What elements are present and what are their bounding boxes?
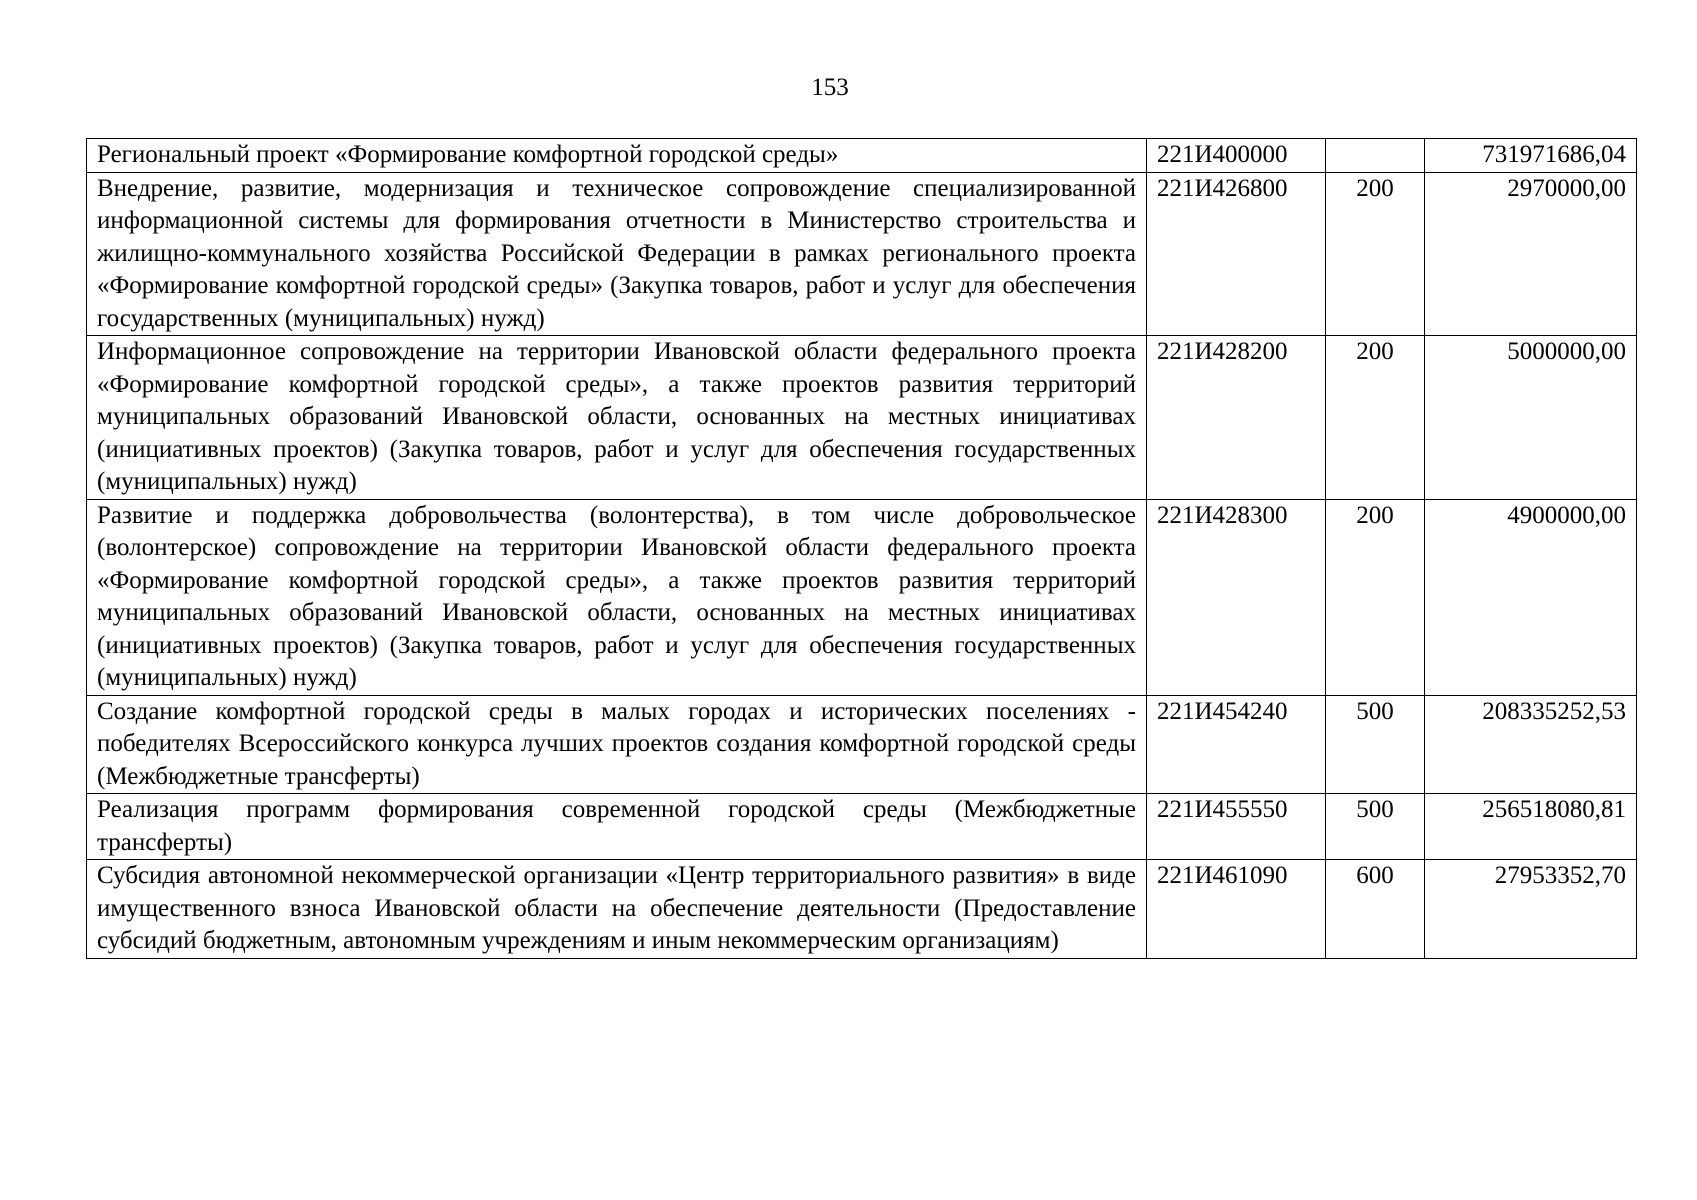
row-expense-type: 200 bbox=[1326, 336, 1425, 500]
table-row bbox=[87, 794, 1637, 860]
row-sum: 2970000,00 bbox=[1425, 172, 1637, 336]
row-sum: 4900000,00 bbox=[1425, 499, 1637, 695]
row-code: 221И426800 bbox=[1147, 172, 1326, 336]
row-code: 221И428200 bbox=[1147, 336, 1326, 500]
row-code: 221И428300 bbox=[1147, 499, 1326, 695]
row-expense-type: 200 bbox=[1326, 172, 1425, 336]
table-row bbox=[87, 139, 1637, 173]
row-sum: 208335252,53 bbox=[1425, 695, 1637, 794]
row-name: Создание комфортной городской среды в малых городах и исторических поселениях - победителях Всероссийского конкурса лучших проектов создания комфортной городской среды (Межбюджетные трансферты) bbox=[87, 695, 1147, 794]
row-name: Субсидия автономной некоммерческой организации «Центр территориального развития» в виде имущественного взноса Ивановской области на обеспечение деятельности (Предоставление субсидий бюджетным, автономным учреждениям и иным некоммерческим организациям) bbox=[87, 860, 1147, 959]
row-name: Реализация программ формирования современной городской среды (Межбюджетные трансферты) bbox=[87, 794, 1147, 860]
row-expense-type bbox=[1326, 139, 1425, 173]
row-code: 221И455550 bbox=[1147, 794, 1326, 860]
row-name: Информационное сопровождение на территории Ивановской области федерального проекта «Формирование комфортной городской среды», а также проектов развития территорий муниципальных образований Ивановской области, основанных на местных инициативах (инициативных проектов) (Закупка товаров, работ и услуг для обеспечения государственных (муниципальных) нужд) bbox=[87, 336, 1147, 500]
row-name: Развитие и поддержка добровольчества (волонтерства), в том числе добровольческое (волонтерское) сопровождение на территории Ивановской области федерального проекта «Формирование комфортной городской среды», а также проектов развития территорий муниципальных образований Ивановской области, основанных на местных инициативах (инициативных проектов) (Закупка товаров, работ и услуг для обеспечения государственных (муниципальных) нужд) bbox=[87, 499, 1147, 695]
table-row bbox=[87, 336, 1637, 500]
row-code: 221И454240 bbox=[1147, 695, 1326, 794]
row-expense-type: 600 bbox=[1326, 860, 1425, 959]
row-expense-type: 200 bbox=[1326, 499, 1425, 695]
row-expense-type: 500 bbox=[1326, 794, 1425, 860]
row-name: Внедрение, развитие, модернизация и техническое сопровождение специализированной информационной системы для формирования отчетности в Министерство строительства и жилищно-коммунального хозяйства Российской Федерации в рамках регионального проекта «Формирование комфортной городской среды» (Закупка товаров, работ и услуг для обеспечения государственных (муниципальных) нужд) bbox=[87, 172, 1147, 336]
page-number: 153 bbox=[811, 74, 849, 101]
table-row bbox=[87, 172, 1637, 336]
budget-table bbox=[86, 138, 1637, 959]
row-code: 221И461090 bbox=[1147, 860, 1326, 959]
row-sum: 731971686,04 bbox=[1425, 139, 1637, 173]
row-sum: 256518080,81 bbox=[1425, 794, 1637, 860]
row-sum: 5000000,00 bbox=[1425, 336, 1637, 500]
table-row bbox=[87, 695, 1637, 794]
row-expense-type: 500 bbox=[1326, 695, 1425, 794]
table-row bbox=[87, 860, 1637, 959]
row-code: 221И400000 bbox=[1147, 139, 1326, 173]
row-sum: 27953352,70 bbox=[1425, 860, 1637, 959]
table-row bbox=[87, 499, 1637, 695]
row-name: Региональный проект «Формирование комфортной городской среды» bbox=[87, 139, 1147, 173]
